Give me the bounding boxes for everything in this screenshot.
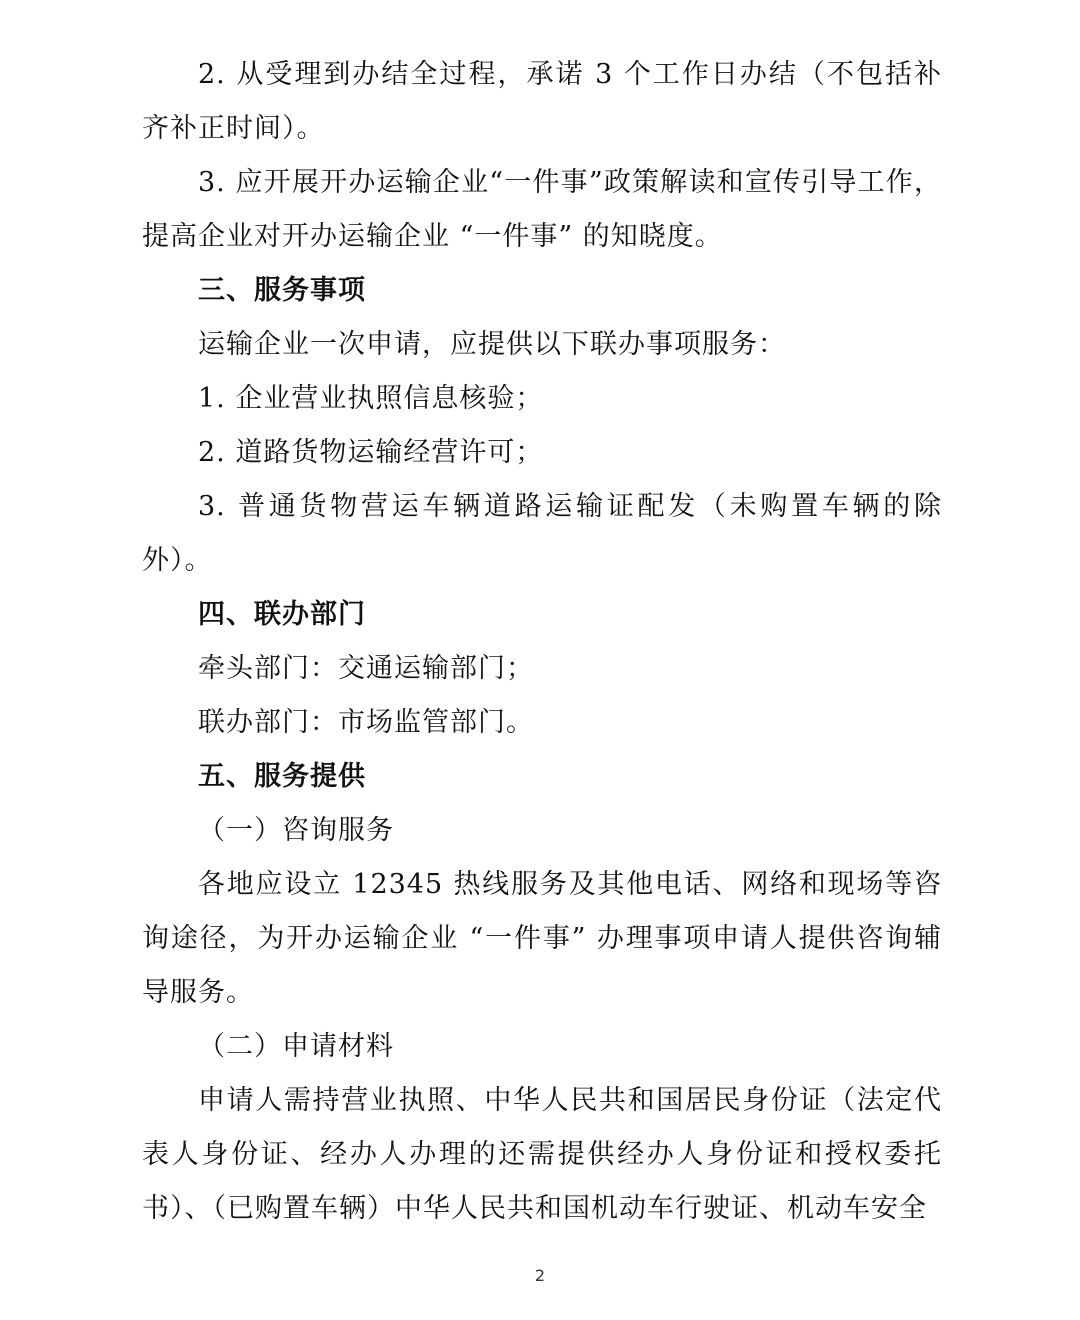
paragraph-service-intro: 运输企业一次申请，应提供以下联办事项服务： [198, 329, 786, 360]
subheading-materials: （二）申请材料 [198, 1031, 394, 1062]
paragraph-joint-department: 联办部门：市场监管部门。 [198, 707, 534, 738]
paragraph-consulting: 各地应设立 12345 热线服务及其他电话、网络和现场等咨询途径，为开办运输企业 “一件事” 办理事项申请人提供咨询辅导服务。 [142, 869, 942, 1008]
section-heading-service-items: 三、服务事项 [198, 275, 366, 306]
page-number: 2 [534, 1266, 546, 1285]
list-item: 2. 道路货物运输经营许可； [198, 437, 544, 468]
paragraph-materials: 申请人需持营业执照、中华人民共和国居民身份证（法定代表人身份证、经办人办理的还需提供经办人身份证和授权委托书）、（已购置车辆）中华人民共和国机动车行驶证、机动车安全 [142, 1085, 942, 1224]
document-page [142, 48, 942, 1236]
section-heading-departments: 四、联办部门 [198, 599, 366, 630]
paragraph-lead-department: 牵头部门：交通运输部门； [198, 653, 534, 684]
section-heading-service-provision: 五、服务提供 [198, 761, 366, 792]
list-item: 1. 企业营业执照信息核验； [198, 383, 544, 414]
paragraph-publicity: 3. 应开展开办运输企业“一件事”政策解读和宣传引导工作，提高企业对开办运输企业 “一件事” 的知晓度。 [142, 167, 942, 252]
paragraph-commitment: 2. 从受理到办结全过程，承诺 3 个工作日办结（不包括补齐补正时间）。 [142, 59, 942, 144]
subheading-consulting: （一）咨询服务 [198, 815, 394, 846]
list-item: 3. 普通货物营运车辆道路运输证配发（未购置车辆的除外）。 [142, 491, 942, 576]
